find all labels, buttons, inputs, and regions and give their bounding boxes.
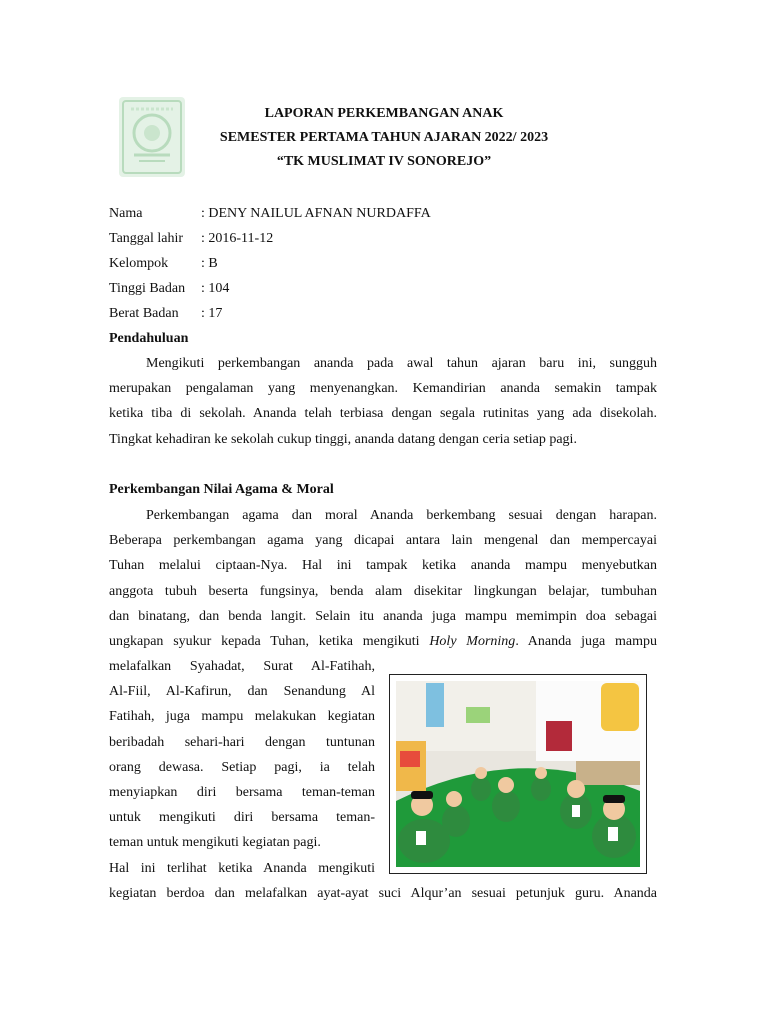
paragraph-line: Perkembangan agama dan moral Ananda berkembang sesuai dengan harapan. — [146, 508, 657, 523]
title-line-3: “TK MUSLIMAT IV SONOREJO” — [276, 154, 492, 169]
paragraph-line: Mengikuti perkembangan ananda pada awal tahun ajaran baru ini, sungguh — [146, 356, 657, 371]
paragraph-line: Al-Fiil, Al-Kafirun, dan Senandung Al — [109, 684, 375, 700]
info-row-tanggal-lahir — [109, 226, 431, 251]
paragraph-line: kegiatan berdoa dan melafalkan ayat-ayat suci Alqur’an sesuai petunjuk guru. Ananda — [109, 886, 657, 901]
paragraph-line: ketika tiba di sekolah. Ananda telah terbiasa dengan segala rutinitas yang ada disekolah. — [109, 406, 657, 422]
heading-pendahuluan: Pendahuluan — [109, 331, 189, 346]
info-value: : 17 — [201, 306, 223, 321]
text-segment: . Ananda juga mampu — [515, 633, 657, 649]
paragraph-line: beribadah sehari-hari dengan tuntunan — [109, 734, 375, 750]
classroom-photo — [389, 674, 647, 874]
paragraph-line: anggota tubuh beserta fungsinya, benda alam disekitar lingkungan belajar, tumbuhan — [109, 583, 657, 599]
report-title — [170, 102, 598, 174]
intro-paragraph — [109, 351, 657, 452]
paragraph-line: teman untuk mengikuti kegiatan pagi. — [109, 835, 321, 851]
paragraph-line: Tuhan melalui ciptaan-Nya. Hal ini tampak ketika ananda mampu menyebutkan — [109, 558, 657, 574]
info-value: : 104 — [201, 281, 230, 296]
paragraph-line: merupakan pengalaman yang menyenangkan. Kemandirian ananda semakin tampak — [109, 381, 657, 397]
paragraph-line: melafalkan Syahadat, Surat Al-Fatihah, — [109, 659, 375, 674]
student-info — [109, 201, 431, 326]
info-row-tinggi-badan — [109, 276, 431, 301]
agama-continuation — [109, 881, 657, 906]
info-label: Kelompok — [109, 256, 169, 271]
heading-agama-moral: Perkembangan Nilai Agama & Moral — [109, 482, 334, 497]
paragraph-line: Hal ini terlihat ketika Ananda mengikuti — [109, 860, 375, 876]
holy-morning-italic: Holy Morning — [429, 633, 516, 649]
agama-wrapped-text — [109, 654, 375, 881]
classroom-photo-image — [396, 681, 640, 867]
paragraph-line-holy-morning — [109, 629, 657, 654]
paragraph-line: dan binatang, dan benda langit. Selain itu ananda juga mampu memimpin doa sebagai — [109, 608, 657, 624]
info-label: Tanggal lahir — [109, 231, 184, 246]
paragraph-line: Beberapa perkembangan agama yang dicapai antara lain mengenal dan mempercayai — [109, 533, 657, 549]
text-segment: ungkapan syukur kepada Tuhan, ketika mengikuti — [109, 633, 430, 649]
info-label: Nama — [109, 206, 143, 221]
paragraph-line: Tingkat kehadiran ke sekolah cukup tinggi, ananda datang dengan ceria setiap pagi. — [109, 431, 577, 447]
paragraph-line: Fatihah, juga mampu melakukan kegiatan — [109, 709, 375, 725]
paragraph-line: menyiapkan diri bersama teman-teman — [109, 784, 375, 800]
info-value: : 2016-11-12 — [201, 231, 274, 246]
info-row-nama — [109, 201, 431, 226]
title-line-2: SEMESTER PERTAMA TAHUN AJARAN 2022/ 2023 — [219, 130, 549, 145]
paragraph-line: untuk mengikuti diri bersama teman- — [109, 810, 375, 826]
info-label: Tinggi Badan — [109, 281, 186, 296]
title-line-1: LAPORAN PERKEMBANGAN ANAK — [264, 106, 504, 121]
agama-paragraph — [109, 503, 657, 654]
info-label: Berat Badan — [109, 306, 179, 321]
info-row-berat-badan — [109, 301, 431, 326]
info-row-kelompok — [109, 251, 431, 276]
paragraph-line: orang dewasa. Setiap pagi, ia telah — [109, 759, 375, 775]
info-value: : B — [201, 256, 218, 271]
info-value: : DENY NAILUL AFNAN NURDAFFA — [201, 206, 431, 221]
